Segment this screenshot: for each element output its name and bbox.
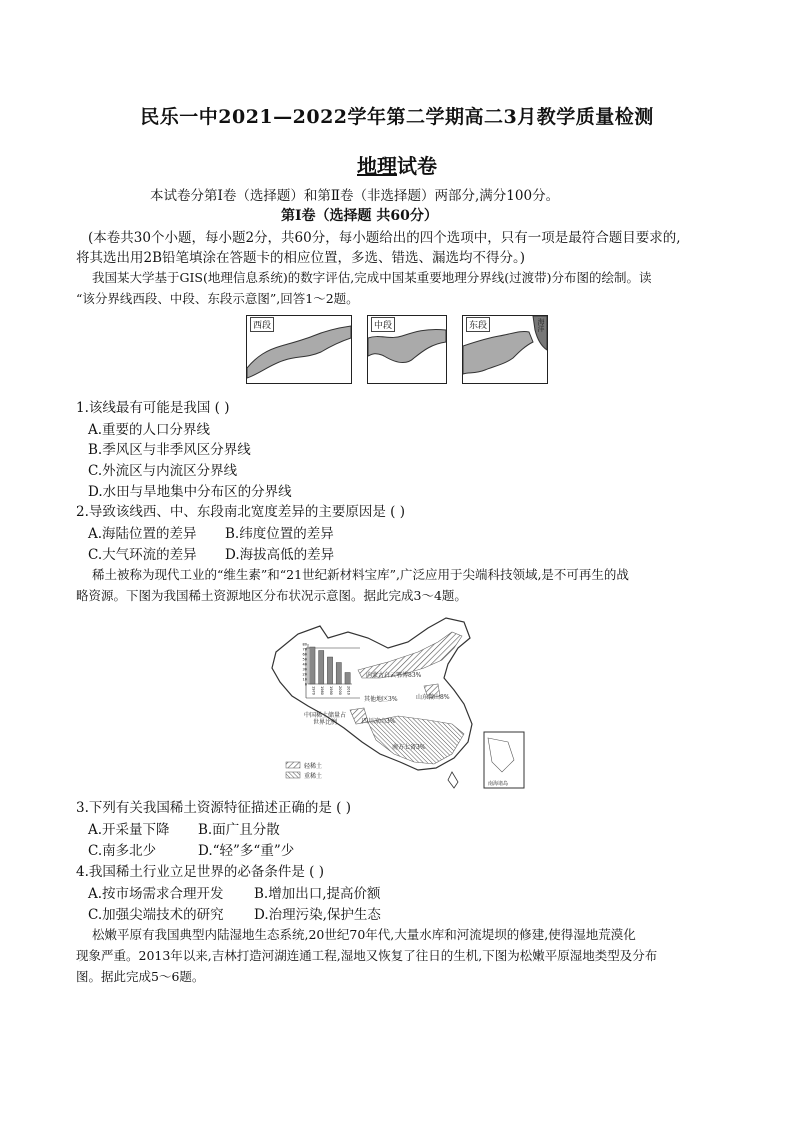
chart-ytick-label: 70 — [302, 647, 307, 652]
q3-option-d[interactable]: D.“轻”多“重”少 — [198, 843, 295, 859]
passage1-line2: “该分界线西段、中段、东段示意图”,回答1～2题。 — [76, 291, 359, 306]
instruction-line-2: 将其选出用2B铅笔填涂在答题卡的相应位置，多选、错选、漏选均不得分。) — [76, 250, 526, 266]
south-sea-label: 南海诸岛 — [488, 781, 509, 787]
chart-bar — [327, 657, 332, 684]
q3-stem: 3.下列有关我国稀土资源特征描述正确的是 ( ) — [76, 800, 351, 816]
q1-option-a[interactable]: A.重要的人口分界线 — [88, 422, 211, 438]
q2-option-b[interactable]: B.纬度位置的差异 — [225, 526, 334, 542]
rare-earth-map — [268, 612, 530, 792]
chart-ytick-label: 10 — [302, 677, 307, 682]
q1-option-c[interactable]: C.外流区与内流区分界线 — [88, 463, 238, 479]
q3-option-a[interactable]: A.开采量下降 — [88, 822, 170, 838]
chart-category-label: 1970 — [311, 686, 316, 695]
q1-option-d[interactable]: D.水田与旱地集中分布区的分界线 — [88, 484, 292, 500]
q4-option-c[interactable]: C.加强尖端技术的研究 — [88, 907, 224, 923]
chart-bar — [310, 647, 315, 684]
region-label-other: 其他地区3% — [364, 696, 398, 703]
sea-label: 海洋 — [537, 318, 545, 332]
reserve-share-chart — [296, 640, 356, 700]
chart-category-label: 1980 — [320, 686, 325, 695]
intro-line: 本试卷分第Ⅰ卷（选择题）和第Ⅱ卷（非选择题）两部分,满分100分。 — [150, 188, 560, 204]
q3-option-b[interactable]: B.面广且分散 — [198, 822, 280, 838]
chart-bar — [319, 651, 324, 685]
subject-name: 地理 — [357, 154, 397, 178]
chart-ytick-label: 80 — [302, 642, 307, 647]
chart-bar — [336, 663, 341, 685]
passage3-line3: 图。据此完成5～6题。 — [76, 969, 205, 984]
passage3-line1: 松嫩平原有我国典型内陆湿地生态系统,20世纪70年代,大量水库和河流堤坝的修建,使得湿地荒漠化 — [92, 927, 636, 942]
middle-segment-label: 中段 — [371, 317, 395, 332]
q3-option-c[interactable]: C.南多北少 — [88, 843, 157, 859]
exam-subject — [0, 150, 794, 179]
chart-ytick-label: 40 — [302, 662, 307, 667]
q4-stem: 4.我国稀土行业立足世界的必备条件是 ( ) — [76, 864, 324, 880]
instruction-line-1: (本卷共30个小题，每小题2分，共60分，每小题给出的四个选项中，只有一项是最符合题目要求的, — [88, 230, 681, 246]
chart-ytick-label: 50 — [302, 657, 307, 662]
east-segment-label: 东段 — [466, 317, 490, 332]
legend-light: 轻稀土 — [304, 763, 323, 770]
legend-heavy: 重稀土 — [304, 773, 323, 780]
section-title: 第Ⅰ卷（选择题 共60分） — [281, 208, 438, 224]
region-label-south: 南方七省3% — [392, 744, 426, 751]
q1-option-b[interactable]: B.季风区与非季风区分界线 — [88, 442, 251, 458]
passage3-line2: 现象严重。2013年以来,吉林打造河湖连通工程,湿地又恢复了往日的生机,下图为松嫩平原湿地类型及分布 — [76, 948, 658, 963]
q1-stem: 1.该线最有可能是我国 ( ) — [76, 400, 230, 416]
region-label-inner-mongolia: 内蒙古白云鄂博83% — [366, 672, 422, 679]
exam-title: 民乐一中2021—2022学年第二学期高二3月教学质量检测 — [140, 106, 654, 128]
middle-segment-band — [368, 316, 446, 383]
inset-caption: 中国稀土储量占世界比例 — [303, 712, 346, 726]
region-label-shandong: 山东微山8% — [416, 694, 450, 701]
chart-category-label: 2000 — [337, 686, 342, 695]
chart-bar — [345, 673, 350, 685]
middle-segment-map — [367, 315, 447, 384]
west-segment-map — [246, 315, 352, 384]
passage1-line1: 我国某大学基于GIS(地理信息系统)的数字评估,完成中国某重要地理分界线(过渡带)分布图的绘制。读 — [92, 270, 652, 285]
west-segment-label: 西段 — [250, 317, 274, 332]
q2-option-d[interactable]: D.海拔高低的差异 — [225, 547, 335, 563]
passage2-line2: 略资源。下图为我国稀土资源地区分布状况示意图。据此完成3～4题。 — [76, 588, 467, 603]
chart-ytick-label: 30 — [302, 667, 307, 672]
q2-stem: 2.导致该线西、中、东段南北宽度差异的主要原因是 ( ) — [76, 504, 405, 520]
chart-ytick-label: 20 — [302, 672, 307, 677]
chart-ytick-label: 60 — [302, 652, 307, 657]
q2-option-c[interactable]: C.大气环流的差异 — [88, 547, 197, 563]
east-segment-map — [462, 315, 548, 384]
q2-option-a[interactable]: A.海陆位置的差异 — [88, 526, 197, 542]
region-label-sichuan: 四川凉山3% — [362, 718, 396, 725]
q4-option-a[interactable]: A.按市场需求合理开发 — [88, 886, 224, 902]
q4-option-d[interactable]: D.治理污染,保护生态 — [254, 907, 381, 923]
q4-option-b[interactable]: B.增加出口,提高价额 — [254, 886, 381, 902]
east-segment-band — [463, 316, 547, 383]
west-segment-band — [247, 316, 351, 383]
chart-category-label: 2010 — [346, 686, 351, 695]
subject-suffix: 试卷 — [397, 154, 437, 178]
chart-category-label: 1990 — [329, 686, 333, 695]
chart-ytick-label: 0 — [304, 682, 307, 687]
passage2-line1: 稀土被称为现代工业的“维生素”和“21世纪新材料宝库”,广泛应用于尖端科技领域,是不可再生的战 — [92, 567, 629, 582]
